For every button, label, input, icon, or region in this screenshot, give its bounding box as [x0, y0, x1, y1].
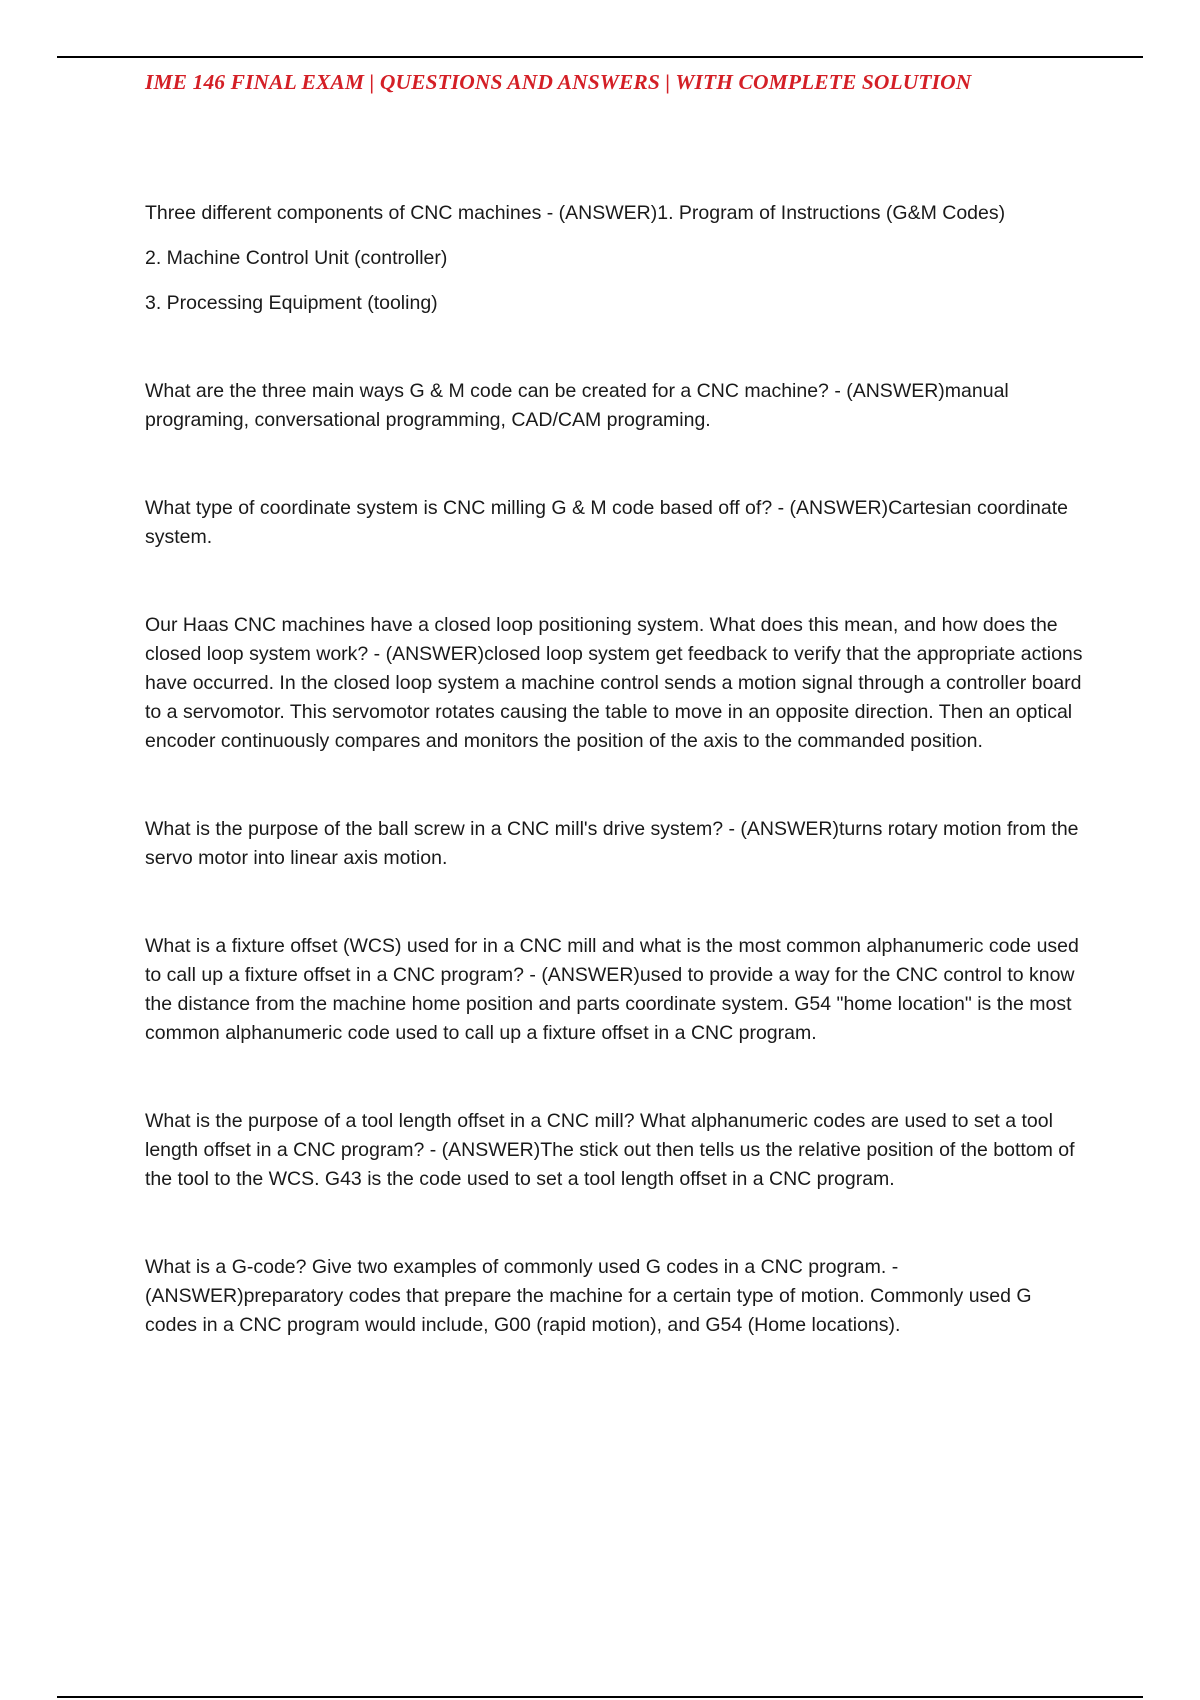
qa-item-8 — [145, 1253, 1085, 1340]
qa-item-5 — [145, 815, 1085, 873]
qa-answer-line: 2. Machine Control Unit (controller) — [145, 247, 448, 269]
document-body — [145, 199, 1085, 1340]
qa-item-7 — [145, 1107, 1085, 1194]
qa-question-answer: What is a fixture offset (WCS) used for in a CNC mill and what is the most common alphanumeric code used to call up a fixture offset in a CNC program? - (ANSWER)used to provide a way for the CNC control to know the distance from the machine home position and parts coordinate system. G54 "home location" is the most common alphanumeric code used to call up a fixture offset in a CNC program. — [145, 935, 1079, 1044]
document-title: IME 146 FINAL EXAM | QUESTIONS AND ANSWERS | WITH COMPLETE SOLUTION — [145, 70, 972, 94]
qa-answer-line: 3. Processing Equipment (tooling) — [145, 292, 438, 314]
qa-item-1 — [145, 199, 1085, 318]
qa-question-answer: What type of coordinate system is CNC milling G & M code based off of? - (ANSWER)Cartesian coordinate system. — [145, 497, 1069, 548]
qa-item-4 — [145, 611, 1085, 756]
header-rule — [57, 56, 1143, 58]
qa-question-answer: Three different components of CNC machines - (ANSWER)1. Program of Instructions (G&M Codes) — [145, 202, 1006, 224]
qa-item-6 — [145, 932, 1085, 1048]
qa-question-answer: What is the purpose of the ball screw in a CNC mill's drive system? - (ANSWER)turns rotary motion from the servo motor into linear axis motion. — [145, 818, 1079, 869]
qa-question-answer: What is the purpose of a tool length offset in a CNC mill? What alphanumeric codes are used to set a tool length offset in a CNC program? - (ANSWER)The stick out then tells us the relative position of the bottom of the tool to the WCS. G43 is the code used to set a tool length offset in a CNC program. — [145, 1110, 1075, 1190]
qa-question-answer: Our Haas CNC machines have a closed loop positioning system. What does this mean, and how does the closed loop system work? - (ANSWER)closed loop system get feedback to verify that the appropriate actions have occurred. In the closed loop system a machine control sends a motion signal through a controller board to a servomotor. This servomotor rotates causing the table to move in an opposite direction. Then an optical encoder continuously compares and monitors the position of the axis to the commanded position. — [145, 614, 1083, 752]
qa-question-answer: What are the three main ways G & M code can be created for a CNC machine? - (ANSWER)manual programing, conversational programming, CAD/CAM programing. — [145, 380, 1009, 431]
footer-rule — [57, 1696, 1143, 1698]
qa-item-2 — [145, 377, 1085, 435]
qa-item-3 — [145, 494, 1085, 552]
qa-question-answer: What is a G-code? Give two examples of commonly used G codes in a CNC program. - (ANSWER)preparatory codes that prepare the machine for a certain type of motion. Commonly used G codes in a CNC program would include, G00 (rapid motion), and G54 (Home locations). — [145, 1256, 1032, 1336]
